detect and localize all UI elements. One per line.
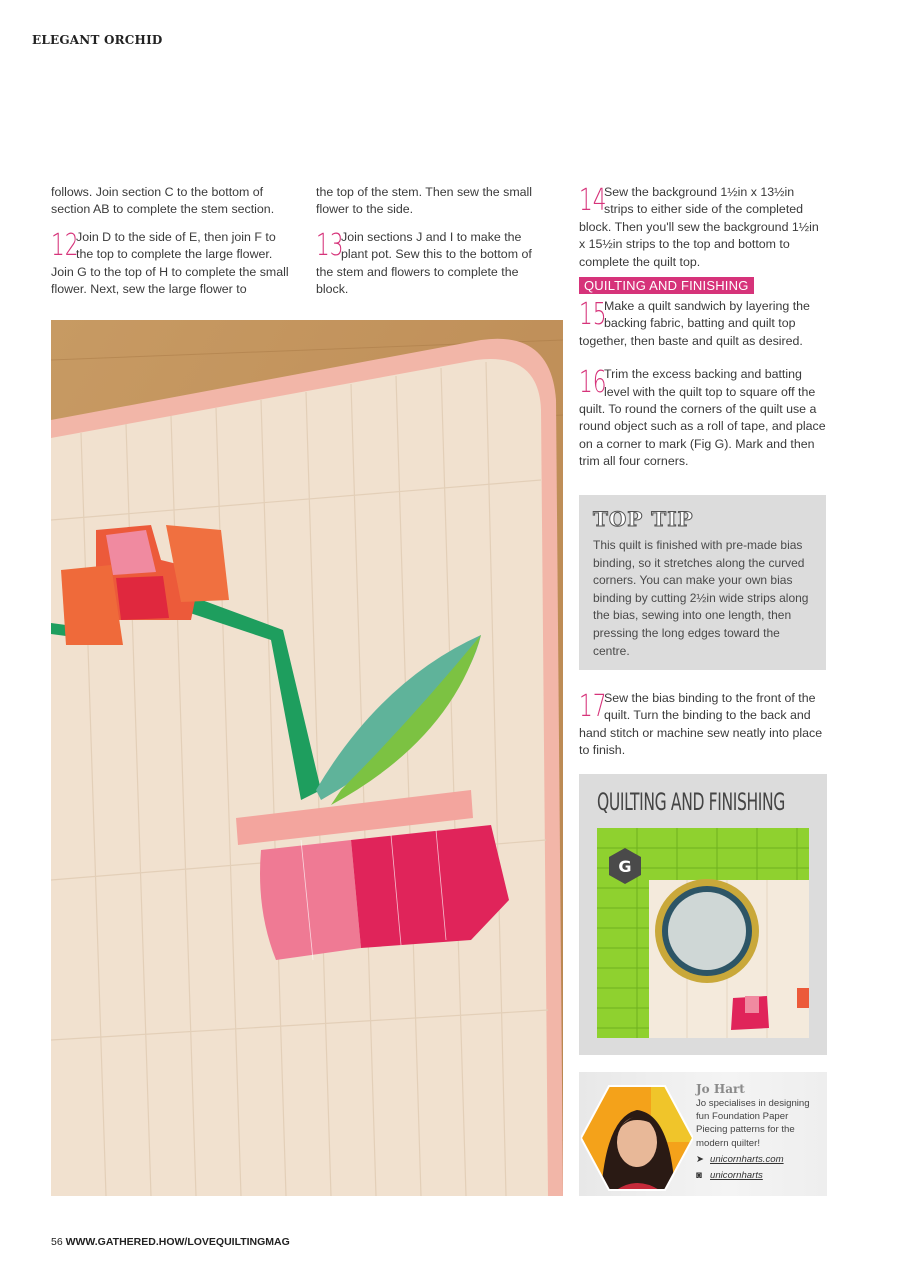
author-name: Jo Hart [696, 1082, 745, 1096]
text-column-2 [316, 184, 551, 308]
step-12 [51, 229, 296, 299]
figure-g-image [597, 828, 809, 1038]
top-tip-box [579, 495, 826, 670]
step-17 [579, 690, 827, 760]
figure-label: G [618, 857, 632, 876]
author-instagram-link[interactable] [696, 1170, 763, 1181]
step-16 [579, 366, 827, 470]
running-header: ELEGANT ORCHID [32, 33, 163, 47]
top-tip-title: TOP TIP [593, 507, 694, 531]
step-11-continuation: follows. Join section C to the bottom of section AB to complete the stem section. [51, 185, 275, 217]
step-number: 14 [579, 183, 607, 218]
step-12-continuation: the top of the stem. Then sew the small flower to the side. [316, 185, 533, 217]
step-number: 15 [579, 297, 607, 333]
quilt-photo [51, 320, 563, 1196]
author-avatar [581, 1082, 693, 1194]
step-text: Trim the excess backing and batting level with the quilt top to square off the quilt. To round the corners of the quilt use a round object such as a roll of tape, and place on a corner to mark (Fig G). Mark and then trim all four corners. [579, 367, 826, 469]
step-text: Sew the background 1½in x 13½in strips to either side of the completed block. Then you'll sew the background 1½in x 15½in strips to the top and bottom to complete the quilt top. [579, 185, 819, 269]
text-column-3-lower [579, 690, 827, 770]
page-number: 56 [51, 1236, 63, 1248]
figure-box [579, 774, 827, 1055]
top-tip-text: This quilt is finished with pre-made bias binding, so it stretches along the curved corners. You can make your own bias binding by cutting 2½in wide strips along the bias, sewing into one length, then pressing the long edges toward the centre. [593, 538, 809, 658]
author-bio: Jo specialises in designing fun Foundation Paper Piecing patterns for the modern quilter! [696, 1098, 810, 1149]
text-column-1 [51, 184, 296, 308]
step-number: 12 [51, 227, 79, 263]
step-text: Make a quilt sandwich by layering the backing fabric, batting and quilt top together, then baste and quilt as desired. [579, 299, 810, 348]
footer-url[interactable]: WWW.GATHERED.HOW/LOVEQUILTINGMAG [65, 1236, 290, 1248]
cursor-arrow-icon: ➤ [696, 1154, 705, 1165]
author-box [579, 1072, 827, 1196]
step-number: 17 [579, 689, 607, 724]
page-footer [51, 1236, 290, 1248]
step-14 [579, 184, 827, 271]
instagram-icon: ◙ [696, 1170, 702, 1181]
instagram-text[interactable]: unicornharts [710, 1170, 763, 1181]
step-text: Sew the bias binding to the front of the quilt. Turn the binding to the back and hand stitch or machine sew neatly into place to finish. [579, 691, 823, 758]
step-text: Join D to the side of E, then join F to the top to complete the large flower. Join G to the top of H to complete the small flower. Next, sew the large flower to [51, 229, 289, 297]
step-number: 13 [316, 227, 344, 263]
author-website-link[interactable] [696, 1154, 784, 1165]
figure-title: QUILTING AND FINISHING [597, 788, 785, 816]
step-13 [316, 229, 551, 299]
text-column-3 [579, 184, 827, 481]
step-text: Join sections J and I to make the plant pot. Sew this to the bottom of the stem and flowers to complete the block. [316, 229, 532, 297]
website-text[interactable]: unicornharts.com [710, 1154, 784, 1165]
step-15 [579, 298, 827, 350]
section-heading: QUILTING AND FINISHING [579, 277, 754, 294]
step-number: 16 [579, 365, 607, 401]
